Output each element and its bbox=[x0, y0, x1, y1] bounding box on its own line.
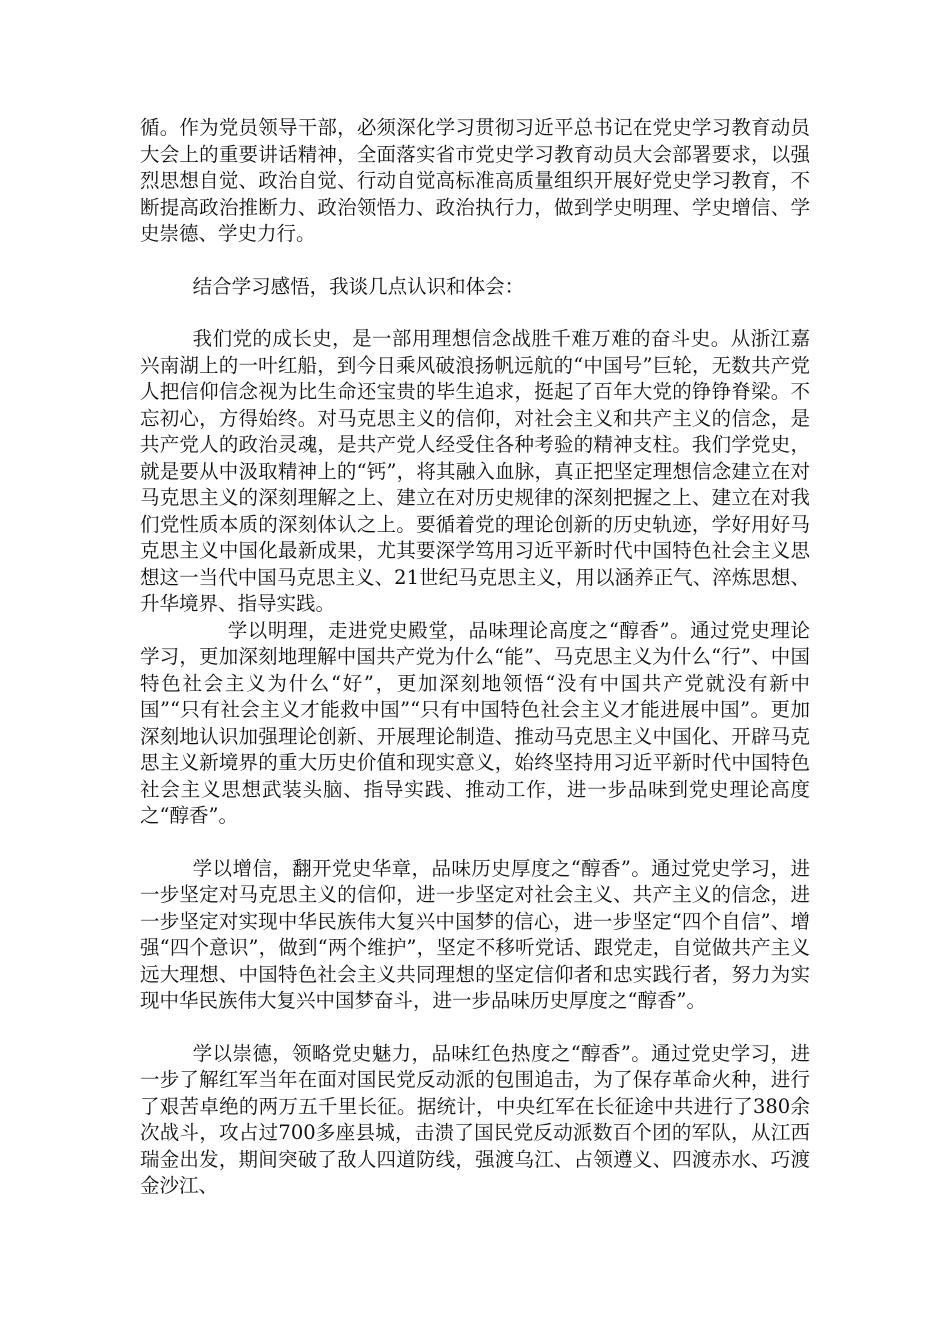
paragraph-gap bbox=[140, 1015, 810, 1041]
paragraph-gap bbox=[140, 248, 810, 274]
paragraph-learn-theory: 学以明理，走进党史殿堂，品味理论高度之“醇香”。通过党史理论学习，更加深刻地理解中国共产党为什么“能”、马克思主义为什么“行”、中国特色社会主义为什么“好”，更加深刻地领悟“没有中国共产党就没有新中国”“只有社会主义才能救中国”“只有中国特色社会主义才能进展中国”。更加深刻地认识加强理论创新、开展理论制造、推动马克思主义中国化、开辟马克思主义新境界的重大历史价值和现实意义，始终坚持用习近平新时代中国特色社会主义思想武装头脑、指导实践、推动工作，进一步品味到党史理论高度之“醇香”。 bbox=[140, 618, 810, 827]
paragraph-intro: 结合学习感悟，我谈几点认识和体会： bbox=[192, 274, 525, 298]
paragraph-learn-virtue: 学以崇德，领略党史魅力，品味红色热度之“醇香”。通过党史学习，进一步了解红军当年在面对国民党反动派的包围追击，为了保存革命火种，进行了艰苦卓绝的两万五千里长征。据统计，中央红军在长征途中共进行了380余次战斗，攻占过700多座县城，击溃了国民党反动派数百个团的军队，从江西瑞金出发，期间突破了敌人四道防线，强渡乌江、占领遵义、四渡赤水、巧渡金沙江、 bbox=[140, 1041, 810, 1197]
paragraph-learn-faith: 学以增信，翻开党史华章，品味历史厚度之“醇香”。通过党史学习，进一步坚定对马克思主义的信仰，进一步坚定对社会主义、共产主义的信念，进一步坚定对实现中华民族伟大复兴中国梦的信心，进一步坚定“四个自信”、增强“四个意识”，做到“两个维护”，坚定不移听党话、跟党走，自觉做共产主义远大理想、中国特色社会主义共同理想的坚定信仰者和忠实践行者，努力为实现中华民族伟大复兴中国梦奋斗，进一步品味历史厚度之“醇香”。 bbox=[140, 856, 810, 1012]
paragraph-gap bbox=[140, 300, 810, 326]
paragraph-ideals: 我们党的成长史，是一部用理想信念战胜千难万难的奋斗史。从浙江嘉兴南湖上的一叶红船，到今日乘风破浪扬帆远航的“中国号”巨轮，无数共产党人把信仰信念视为比生命还宝贵的毕生追求，挺起了百年大党的铮铮脊梁。不忘初心，方得始终。对马克思主义的信仰，对社会主义和共产主义的信念，是共产党人的政治灵魂，是共产党人经受住各种考验的精神支柱。我们学党史，就是要从中汲取精神上的“钙”，将其融入血脉，真正把坚定理想信念建立在对马克思主义的深刻理解之上、建立在对历史规律的深刻把握之上、建立在对我们党性质本质的深刻体认之上。要循着党的理论创新的历史轨迹，学好用好马克思主义中国化最新成果，尤其要深学笃用习近平新时代中国特色社会主义思想这一当代中国马克思主义、21世纪马克思主义，用以涵养正气、淬炼思想、升华境界、指导实践。 bbox=[140, 327, 810, 615]
paragraph-gap bbox=[140, 830, 810, 856]
paragraph-continuation: 循。作为党员领导干部，必须深化学习贯彻习近平总书记在党史学习教育动员大会上的重要讲话精神，全面落实省市党史学习教育动员大会部署要求，以强烈思想自觉、政治自觉、行动自觉高标准高质量组织开展好党史学习教育，不断提高政治推断力、政治领悟力、政治执行力，做到学史明理、学史增信、学史崇德、学史力行。 bbox=[140, 116, 810, 245]
document-body bbox=[140, 115, 810, 1200]
